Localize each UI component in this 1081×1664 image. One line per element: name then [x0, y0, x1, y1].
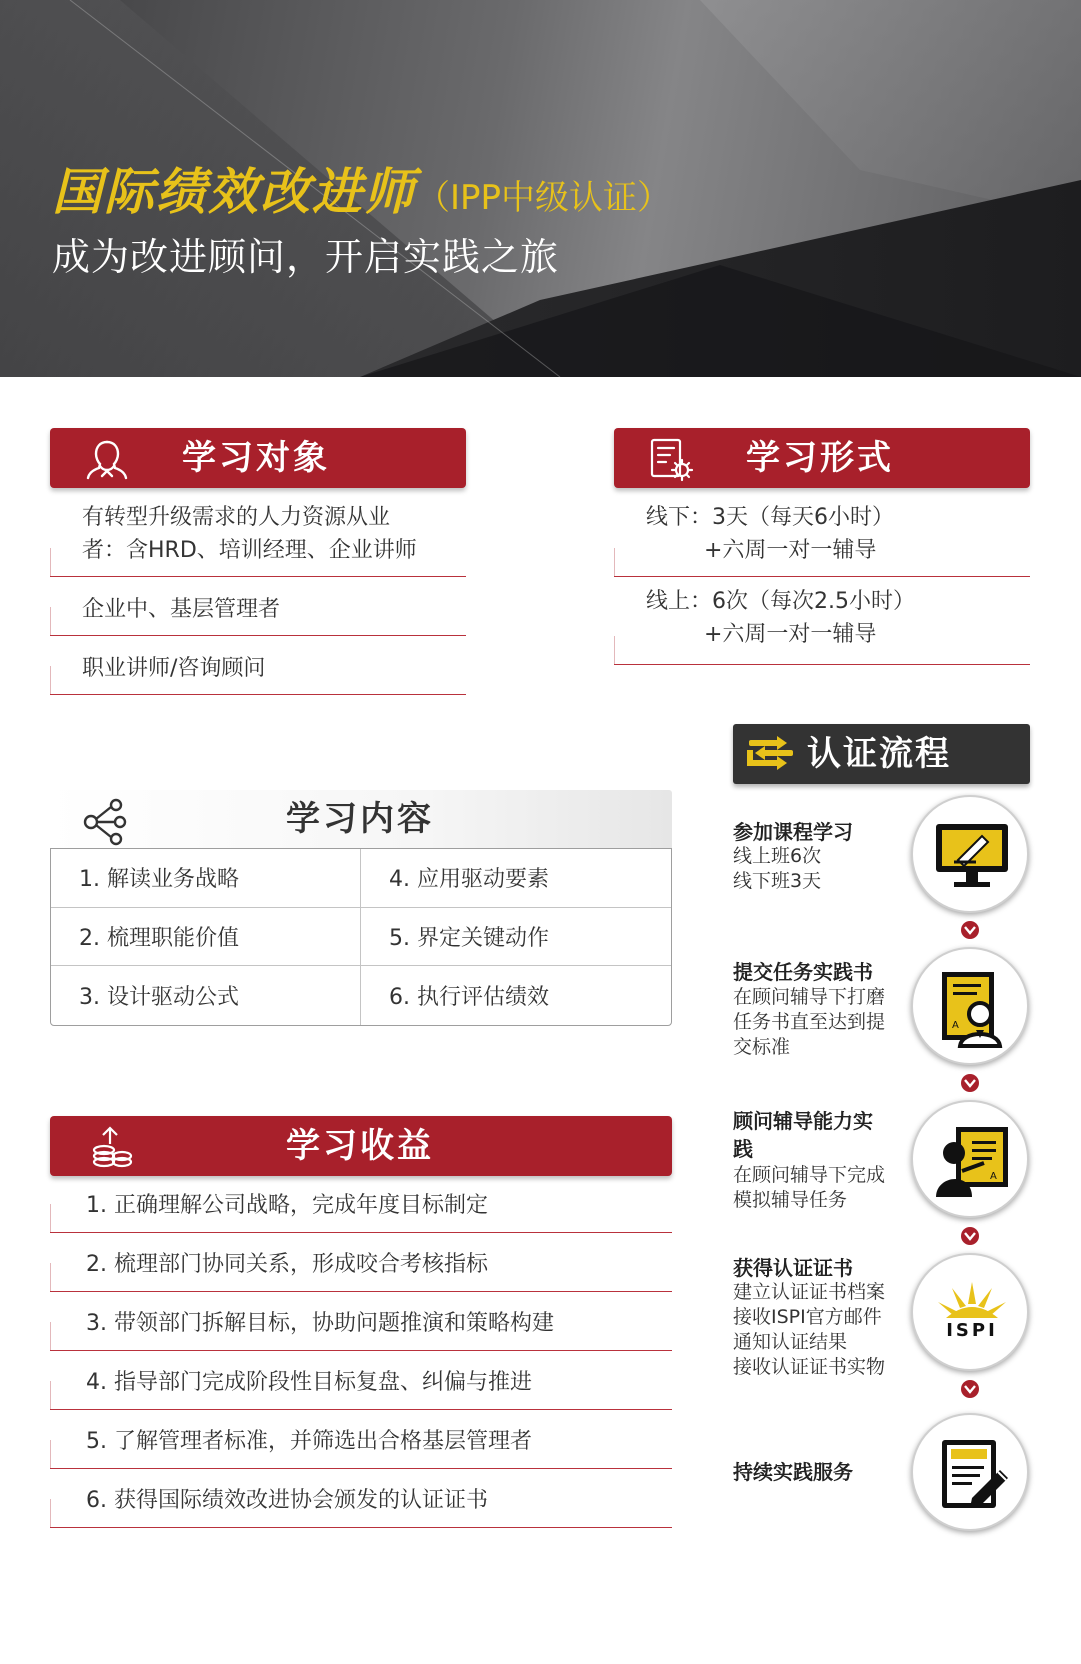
content-cell: 1. 解读业务战略 — [51, 849, 361, 908]
benefit-item: 3. 带领部门拆解目标，协助问题推演和策略构建 — [86, 1311, 554, 1336]
notepad-pen-icon — [932, 1434, 1012, 1514]
benefit-item: 5. 了解管理者标准，并筛选出合格基层管理者 — [86, 1429, 532, 1454]
format-header — [614, 428, 1030, 488]
divider — [50, 1204, 51, 1232]
divider — [50, 576, 466, 577]
content-cell: 4. 应用驱动要素 — [361, 849, 671, 908]
step-icon-circle — [911, 947, 1029, 1065]
flow-arrows-icon — [747, 736, 795, 772]
divider — [614, 548, 615, 576]
content-cell: 5. 界定关键动作 — [361, 908, 671, 967]
divider — [50, 1409, 672, 1410]
content-cell: 3. 设计驱动公式 — [51, 966, 361, 1025]
ispi-text: ISPI — [946, 1320, 998, 1341]
format-title: 学习形式 — [746, 438, 894, 478]
flow-step-desc: 在顾问辅导下打磨 — [733, 986, 886, 1008]
benefit-item: 2. 梳理部门协同关系，形成咬合考核指标 — [86, 1252, 488, 1277]
flow-step-desc: 通知认证结果 — [733, 1331, 848, 1353]
hero-title — [52, 152, 671, 224]
hero-banner — [0, 0, 1081, 377]
hero-tagline: 成为改进顾问，开启实践之旅 — [52, 235, 560, 279]
format-offline-line2: +六周一对一辅导 — [704, 538, 877, 563]
settings-list-icon — [648, 436, 694, 482]
divider — [50, 666, 51, 694]
flow-step-title: 持续实践服务 — [733, 1460, 853, 1484]
flow-step-desc: 模拟辅导任务 — [733, 1189, 848, 1211]
divider — [50, 1322, 51, 1350]
coins-growth-icon — [88, 1124, 134, 1170]
divider — [50, 1381, 51, 1409]
divider — [50, 607, 51, 635]
divider — [50, 1263, 51, 1291]
audience-item-1b: 者：含HRD、培训经理、企业讲师 — [82, 538, 417, 563]
flow-step-desc: 接收ISPI官方邮件 — [733, 1306, 882, 1328]
chevron-down-icon — [960, 1379, 980, 1399]
flow-header — [733, 724, 1030, 784]
flow-step-title: 参加课程学习 — [733, 820, 853, 844]
presenter-icon — [932, 1121, 1012, 1201]
audience-item-3: 职业讲师/咨询顾问 — [82, 656, 266, 681]
audience-item-2: 企业中、基层管理者 — [82, 597, 281, 622]
content-cell: 6. 执行评估绩效 — [389, 985, 549, 1011]
chevron-down-icon — [960, 1073, 980, 1093]
divider — [614, 664, 1030, 665]
flow-step-title: 获得认证证书 — [733, 1256, 853, 1280]
divider — [50, 1440, 51, 1468]
monitor-pen-icon — [932, 816, 1012, 896]
divider — [614, 636, 615, 664]
audience-header — [50, 428, 466, 488]
benefits-title: 学习收益 — [286, 1126, 434, 1166]
flow-step-desc: 线上班6次 — [733, 845, 822, 867]
audience-item-1a: 有转型升级需求的人力资源从业 — [82, 505, 391, 530]
flow-step-title: 顾问辅导能力实 — [733, 1109, 873, 1133]
flow-step-desc: 交标准 — [733, 1036, 791, 1058]
benefit-item: 1. 正确理解公司战略，完成年度目标制定 — [86, 1193, 488, 1218]
benefit-item: 6. 获得国际绩效改进协会颁发的认证证书 — [86, 1488, 488, 1513]
format-online-line2: +六周一对一辅导 — [704, 622, 877, 647]
audience-title: 学习对象 — [182, 438, 330, 478]
share-nodes-icon — [80, 796, 130, 846]
divider — [50, 1291, 672, 1292]
person-outline-icon — [84, 436, 130, 482]
step-icon-circle — [911, 795, 1029, 913]
benefits-header — [50, 1116, 672, 1176]
flow-step-desc: 在顾问辅导下完成 — [733, 1164, 886, 1186]
flow-step-title: 提交任务实践书 — [733, 960, 873, 984]
flow-step-desc: 线下班3天 — [733, 870, 822, 892]
svg-text:A: A — [990, 1171, 997, 1182]
flow-step-desc: 任务书直至达到提 — [733, 1011, 886, 1033]
divider — [50, 1499, 51, 1527]
divider — [50, 694, 466, 695]
benefit-item: 4. 指导部门完成阶段性目标复盘、纠偏与推进 — [86, 1370, 532, 1395]
flow-step-desc: 接收认证证书实物 — [733, 1356, 886, 1378]
flow-step-desc: 建立认证证书档案 — [733, 1281, 886, 1303]
divider — [50, 1350, 672, 1351]
divider — [614, 576, 1030, 577]
divider — [50, 1468, 672, 1469]
content-cell: 2. 梳理职能价值 — [51, 908, 361, 967]
divider — [50, 1527, 672, 1528]
format-online-line1: 线上：6次（每次2.5小时） — [646, 589, 915, 614]
svg-text:A: A — [952, 1020, 959, 1031]
flow-title: 认证流程 — [807, 734, 951, 774]
chevron-down-icon — [960, 1226, 980, 1246]
flow-step-title-cont: 践 — [733, 1137, 753, 1161]
hero-title-sub: （IPP中级认证） — [416, 178, 672, 218]
chevron-down-icon — [960, 920, 980, 940]
divider — [50, 635, 466, 636]
divider — [50, 548, 51, 576]
step-icon-circle — [911, 1100, 1029, 1218]
step-icon-circle — [911, 1253, 1029, 1371]
step-icon-circle — [911, 1413, 1029, 1531]
hero-title-main: 国际绩效改进师 — [52, 163, 416, 221]
content-header — [50, 790, 672, 848]
document-person-icon — [932, 968, 1012, 1048]
content-grid — [50, 848, 672, 1026]
format-offline-line1: 线下：3天（每天6小时） — [646, 505, 894, 530]
divider — [50, 1232, 672, 1233]
ispi-logo — [932, 1274, 1012, 1354]
content-title: 学习内容 — [286, 799, 434, 839]
